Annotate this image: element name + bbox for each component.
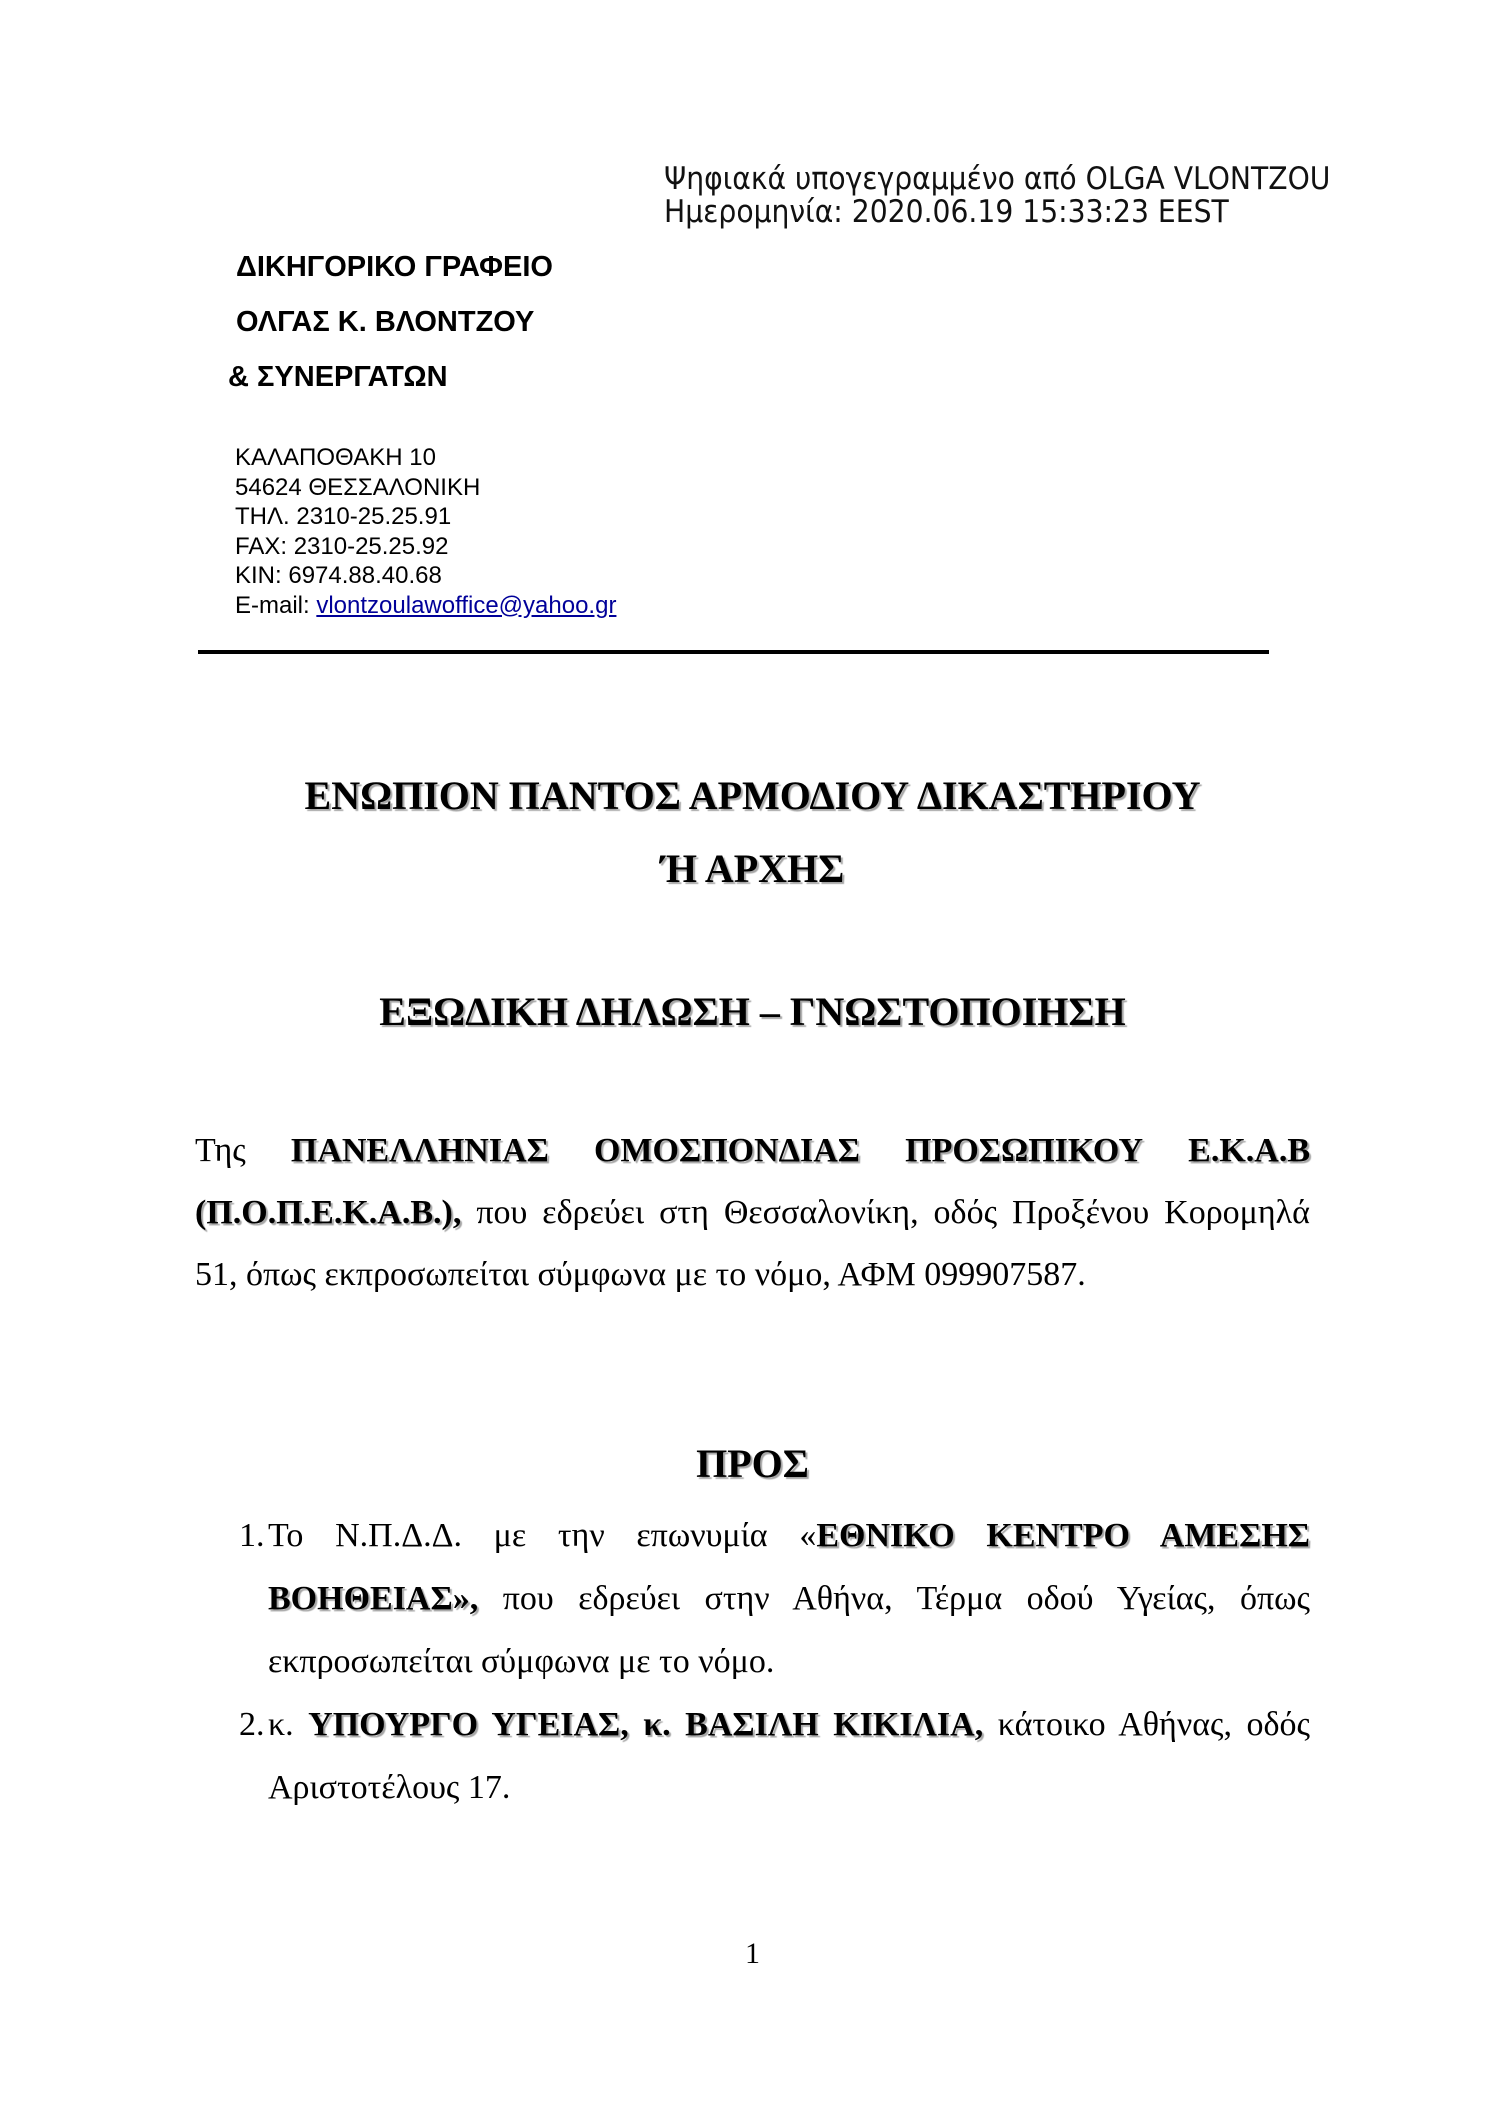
recipient-1-prefix: Το Ν.Π.Δ.Δ. με την επωνυμία «: [268, 1517, 817, 1554]
digital-signature-stamp: [664, 163, 1330, 229]
digital-signature-line2: Ημερομηνία: 2020.06.19 15:33:23 EEST: [664, 194, 1229, 230]
recipient-2-prefix: κ.: [268, 1706, 309, 1743]
recipient-2-name-bold: ΥΠΟΥΡΓΟ ΥΓΕΙΑΣ, κ. ΒΑΣΙΛΗ ΚΙΚΙΛΙΑ,: [308, 1706, 984, 1743]
sender-rest: που εδρεύει στη Θεσσαλονίκη, οδός Προξένου Κορομηλά 51, όπως εκπροσωπείται σύμφωνα με το νόμο, ΑΦΜ 099907587.: [195, 1194, 1310, 1293]
heading-court-line1: ΕΝΩΠΙΟΝ ΠΑΝΤΟΣ ΑΡΜΟΔΙΟΥ ΔΙΚΑΣΤΗΡΙΟΥ: [304, 773, 1201, 818]
letterhead-office-name: [228, 240, 553, 405]
sender-name-bold: ΠΑΝΕΛΛΗΝΙΑΣ ΟΜΟΣΠΟΝΔΙΑΣ ΠΡΟΣΩΠΙΚΟΥ Ε.Κ.Α.Β (Π.Ο.Π.Ε.Κ.Α.Β.),: [195, 1132, 1310, 1231]
office-mobile: ΚΙΝ: 6974.88.40.68: [235, 562, 442, 589]
recipient-1-name-bold: ΕΘΝΙΚΟ ΚΕΝΤΡΟ ΑΜΕΣΗΣ ΒΟΗΘΕΙΑΣ»,: [268, 1517, 1310, 1617]
recipient-1-rest: που εδρεύει στην Αθήνα, Τέρμα οδού Υγείας, όπως εκπροσωπείται σύμφωνα με το νόμο.: [268, 1580, 1310, 1680]
letterhead-contact-block: [235, 443, 616, 620]
email-link[interactable]: vlontzoulawoffice@yahoo.gr: [316, 591, 617, 619]
email-label: E-mail:: [235, 591, 317, 619]
office-name-line3: & ΣΥΝΕΡΓΑΤΩΝ: [228, 361, 448, 393]
office-fax: FAX: 2310-25.25.92: [235, 532, 449, 560]
digital-signature-line1: Ψηφιακά υπογεγραμμένο από OLGA VLONTZOU: [664, 161, 1331, 197]
office-city-address: 54624 ΘΕΣΣΑΛΟΝΙΚΗ: [235, 473, 481, 501]
recipient-2-number: 2.: [239, 1706, 265, 1743]
office-name-line2: ΟΛΓΑΣ Κ. ΒΛΟΝΤΖΟΥ: [236, 306, 535, 338]
office-street-address: ΚΑΛΑΠΟΘΑΚΗ 10: [235, 444, 436, 471]
recipient-item-1: [195, 1504, 1310, 1693]
letterhead-divider: [198, 650, 1269, 654]
heading-court-line2: Ή ΑΡΧΗΣ: [660, 846, 845, 891]
office-name-line1: ΔΙΚΗΓΟΡΙΚΟ ΓΡΑΦΕΙΟ: [236, 251, 553, 283]
sender-paragraph: [195, 1120, 1310, 1306]
recipient-1-number: 1.: [239, 1517, 265, 1554]
recipient-2-rest: κάτοικο Αθήνας, οδός Αριστοτέλους 17.: [268, 1706, 1310, 1806]
page-number: 1: [745, 1937, 760, 1970]
recipients-list: [195, 1504, 1310, 1819]
heading-subject: ΕΞΩΔΙΚΗ ΔΗΛΩΣΗ – ΓΝΩΣΤΟΠΟΙΗΣΗ: [379, 989, 1126, 1034]
recipient-item-2: [195, 1693, 1310, 1819]
heading-to: ΠΡΟΣ: [696, 1441, 809, 1486]
office-email-row: [235, 591, 616, 621]
office-phone: ΤΗΛ. 2310-25.25.91: [235, 503, 452, 530]
sender-prefix: Της: [195, 1132, 291, 1169]
